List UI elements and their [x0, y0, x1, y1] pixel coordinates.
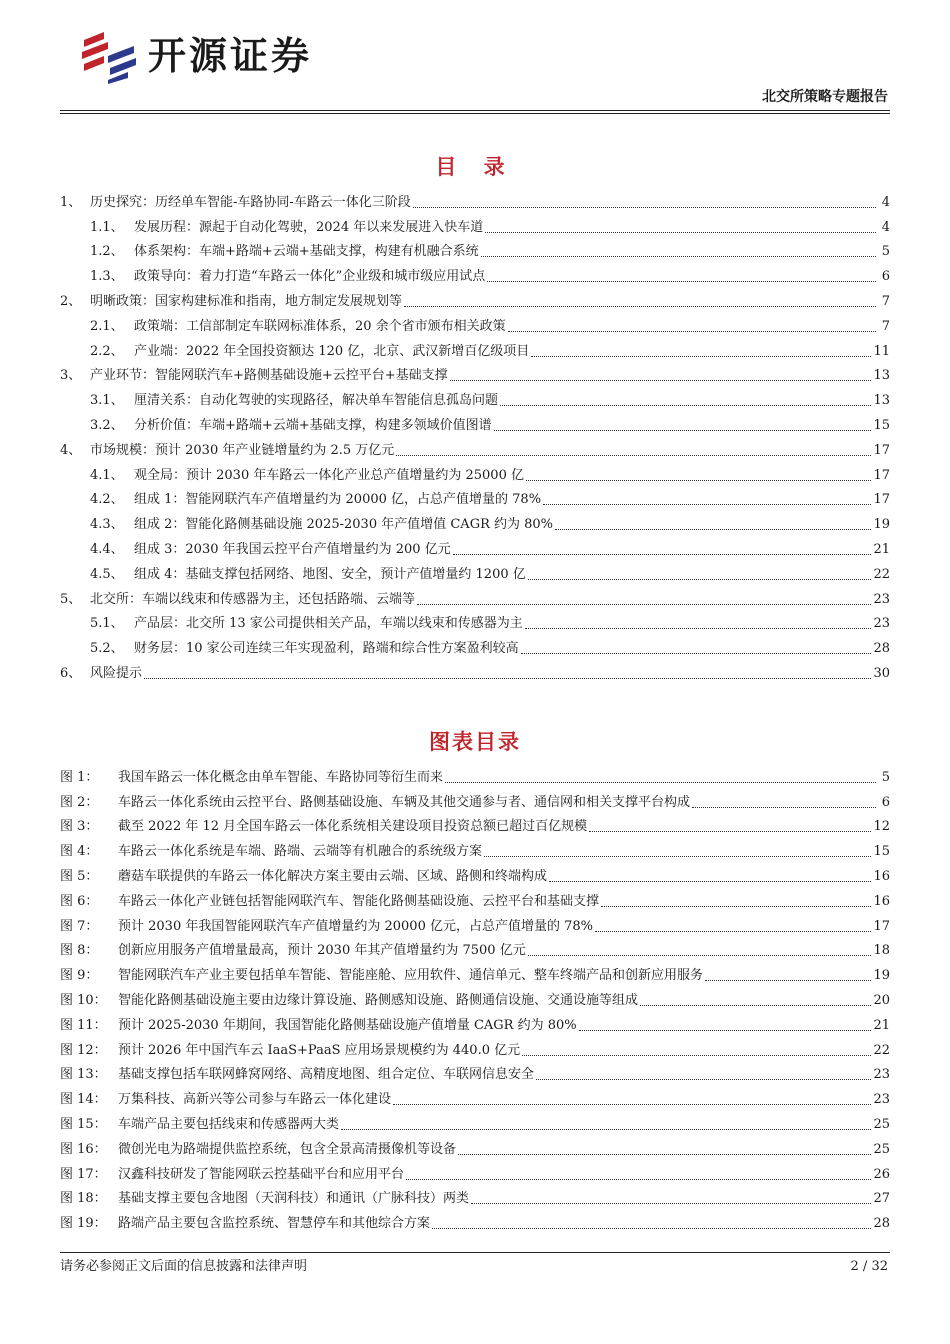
- dot-leader: [471, 1203, 871, 1204]
- dot-leader: [640, 1005, 871, 1006]
- figure-entry[interactable]: [60, 935, 890, 960]
- toc-entry-number: 2、: [60, 293, 82, 309]
- toc-entry-number: 1、: [60, 194, 82, 210]
- figure-entry-title: 我国车路云一体化概念由单车智能、车路协同等衍生而来: [118, 769, 444, 785]
- figure-entry-number: 图 5：: [60, 868, 99, 884]
- toc-entry-title: 组成 4：基础支撑包括网络、地图、安全，预计产值增量约 1200 亿: [134, 566, 526, 582]
- figure-entry-number: 图 2：: [60, 794, 99, 810]
- toc-entry-title: 发展历程：源起于自动化驾驶，2024 年以来发展进入快车道: [134, 219, 484, 235]
- dot-leader: [494, 430, 872, 431]
- figure-entry-page: 21: [873, 1017, 890, 1033]
- figure-entry-page: 22: [873, 1042, 890, 1058]
- toc-entry-number: 4.4、: [90, 541, 124, 557]
- toc-entry-title: 北交所：车端以线束和传感器为主，还包括路端、云端等: [90, 591, 416, 607]
- toc-entry-number: 3、: [60, 368, 82, 384]
- toc-entry-number: 4.5、: [90, 566, 124, 582]
- figure-entry-title: 微创光电为路端提供监控系统，包含全景高清摄像机等设备: [118, 1141, 457, 1157]
- toc-entry-page: 11: [873, 343, 890, 359]
- toc-entry[interactable]: [60, 236, 890, 261]
- toc-entry-page: 13: [873, 393, 890, 409]
- figure-entry[interactable]: [60, 1133, 890, 1158]
- toc-entry-page: 15: [873, 417, 890, 433]
- footer-disclaimer: 请务必参阅正文后面的信息披露和法律声明: [60, 1259, 308, 1274]
- figure-entry[interactable]: [60, 910, 890, 935]
- toc-entry-title: 明晰政策：国家构建标准和指南，地方制定发展规划等: [90, 293, 403, 309]
- dot-leader: [526, 480, 871, 481]
- dot-leader: [525, 628, 872, 629]
- dot-leader: [393, 1104, 871, 1105]
- toc-entry-page: 19: [873, 517, 890, 533]
- header-divider: [60, 110, 890, 111]
- toc-entry-page: 17: [873, 467, 890, 483]
- dot-leader: [458, 1154, 871, 1155]
- figure-entry-title: 车端产品主要包括线束和传感器两大类: [118, 1116, 340, 1132]
- toc-entry-page: 17: [873, 492, 890, 508]
- toc-entry-title: 财务层：10 家公司连续三年实现盈利，路端和综合性方案盈利较高: [134, 641, 519, 657]
- dot-leader: [341, 1129, 871, 1130]
- page-number: 2 / 32: [850, 1259, 888, 1274]
- toc-entry-number: 3.2、: [90, 417, 124, 433]
- toc-entry-title: 产业环节：智能网联汽车+路侧基础设施+云控平台+基础支撑: [90, 368, 448, 384]
- figure-entry-number: 图 19：: [60, 1216, 107, 1232]
- toc-entry-number: 2.2、: [90, 343, 124, 359]
- figure-entry-page: 25: [873, 1116, 890, 1132]
- toc-entry-number: 1.1、: [90, 219, 124, 235]
- dot-leader: [396, 455, 871, 456]
- toc-entry[interactable]: [60, 608, 890, 633]
- toc-entry[interactable]: [60, 335, 890, 360]
- figure-entry-page: 20: [873, 992, 890, 1008]
- dot-leader: [528, 955, 872, 956]
- toc-entry-page: 28: [873, 641, 890, 657]
- toc-entry-page: 4: [881, 194, 890, 210]
- toc-entry-title: 产品层：北交所 13 家公司提供相关产品，车端以线束和传感器为主: [134, 616, 523, 632]
- toc-entry[interactable]: [60, 384, 890, 409]
- dot-leader: [521, 653, 872, 654]
- figure-entry-number: 图 17：: [60, 1166, 107, 1182]
- toc-entry[interactable]: [60, 260, 890, 285]
- figure-entry[interactable]: [60, 1207, 890, 1232]
- figure-entry[interactable]: [60, 1034, 890, 1059]
- figure-entry[interactable]: [60, 1158, 890, 1183]
- figure-entry-title: 万集科技、高新兴等公司参与车路云一体化建设: [118, 1092, 392, 1108]
- figure-entry-title: 车路云一体化系统是车端、路端、云端等有机融合的系统级方案: [118, 844, 483, 860]
- toc-entry-title: 观全局：预计 2030 年车路云一体化产业总产值增量约为 25000 亿: [134, 467, 524, 483]
- toc-entry-number: 1.3、: [90, 269, 124, 285]
- figure-entry-number: 图 13：: [60, 1067, 107, 1083]
- dot-leader: [406, 1179, 871, 1180]
- dot-leader: [601, 906, 871, 907]
- dot-leader: [531, 356, 871, 357]
- toc-entry-number: 4.1、: [90, 467, 124, 483]
- toc-entry[interactable]: [60, 434, 890, 459]
- toc-list: [60, 186, 890, 682]
- figure-entry-page: 23: [873, 1092, 890, 1108]
- figure-entry-page: 5: [881, 769, 890, 785]
- figure-entry-number: 图 10：: [60, 992, 107, 1008]
- figure-entry-number: 图 16：: [60, 1141, 107, 1157]
- dot-leader: [487, 281, 876, 282]
- toc-entry-page: 5: [881, 244, 890, 260]
- figure-entry[interactable]: [60, 786, 890, 811]
- toc-entry-title: 风险提示: [90, 665, 143, 681]
- dot-leader: [450, 380, 872, 381]
- toc-entry-page: 6: [881, 269, 890, 285]
- dot-leader: [144, 678, 871, 679]
- dot-leader: [508, 331, 876, 332]
- toc-entry-number: 1.2、: [90, 244, 124, 260]
- figure-entry[interactable]: [60, 811, 890, 836]
- toc-entry-title: 政策导向：着力打造“车路云一体化”企业级和城市级应用试点: [134, 269, 486, 285]
- toc-entry-page: 7: [881, 318, 890, 334]
- toc-entry[interactable]: [60, 533, 890, 558]
- toc-entry-page: 21: [873, 541, 890, 557]
- figure-entry-title: 智能化路侧基础设施主要由边缘计算设施、路侧感知设施、路侧通信设施、交通设施等组成: [118, 992, 639, 1008]
- figure-entry-page: 27: [873, 1191, 890, 1207]
- toc-entry-number: 3.1、: [90, 393, 124, 409]
- toc-entry[interactable]: [60, 558, 890, 583]
- figure-entry-number: 图 14：: [60, 1092, 107, 1108]
- toc-entry-page: 23: [873, 616, 890, 632]
- toc-entry-number: 2.1、: [90, 318, 124, 334]
- figure-entry-page: 23: [873, 1067, 890, 1083]
- toc-entry-page: 7: [881, 293, 890, 309]
- dot-leader: [522, 1055, 871, 1056]
- figure-entry-page: 12: [873, 819, 890, 835]
- figure-entry-number: 图 8：: [60, 943, 99, 959]
- toc-entry-page: 23: [873, 591, 890, 607]
- figure-entry-number: 图 9：: [60, 968, 99, 984]
- toc-entry[interactable]: [60, 632, 890, 657]
- toc-entry-number: 5、: [60, 591, 82, 607]
- figure-entry-title: 预计 2025-2030 年期间，我国智能化路侧基础设施产值增量 CAGR 约为 80%: [118, 1017, 577, 1033]
- toc-entry[interactable]: [60, 459, 890, 484]
- dot-leader: [705, 980, 871, 981]
- figure-entry-number: 图 3：: [60, 819, 99, 835]
- dot-leader: [543, 504, 871, 505]
- toc-entry[interactable]: [60, 285, 890, 310]
- toc-entry[interactable]: [60, 211, 890, 236]
- figure-entry-title: 汉鑫科技研发了智能网联云控基础平台和应用平台: [118, 1166, 405, 1182]
- brand-name: 开源证券: [148, 34, 313, 78]
- figure-entry-page: 26: [873, 1166, 890, 1182]
- toc-entry-title: 厘清关系：自动化驾驶的实现路径，解决单车智能信息孤岛问题: [134, 393, 499, 409]
- toc-entry-number: 6、: [60, 665, 82, 681]
- report-type-label: 北交所策略专题报告: [762, 89, 888, 105]
- dot-leader: [413, 207, 876, 208]
- figure-entry-page: 28: [873, 1216, 890, 1232]
- dot-leader: [555, 529, 871, 530]
- figure-entry[interactable]: [60, 1108, 890, 1133]
- dot-leader: [453, 554, 872, 555]
- figure-entry-title: 创新应用服务产值增量最高，预计 2030 年其产值增量约为 7500 亿元: [118, 943, 526, 959]
- dot-leader: [579, 1030, 872, 1031]
- toc-entry[interactable]: [60, 360, 890, 385]
- figure-entry-page: 15: [873, 844, 890, 860]
- figure-entry-page: 6: [881, 794, 890, 810]
- dot-leader: [484, 856, 871, 857]
- figure-entry-number: 图 6：: [60, 893, 99, 909]
- toc-entry-page: 22: [873, 566, 890, 582]
- figure-list: [60, 761, 890, 1232]
- toc-entry-title: 体系架构：车端+路端+云端+基础支撑，构建有机融合系统: [134, 244, 479, 260]
- figure-entry[interactable]: [60, 984, 890, 1009]
- toc-entry-title: 产业端：2022 年全国投资额达 120 亿，北京、武汉新增百亿级项目: [134, 343, 530, 359]
- figure-entry[interactable]: [60, 761, 890, 786]
- figure-entry[interactable]: [60, 885, 890, 910]
- figure-entry-number: 图 18：: [60, 1191, 107, 1207]
- footer-divider: [60, 1252, 890, 1253]
- dot-leader: [692, 807, 876, 808]
- toc-entry[interactable]: [60, 310, 890, 335]
- toc-entry-title: 组成 1：智能网联汽车产值增量约为 20000 亿，占总产值增量的 78%: [134, 492, 542, 508]
- dot-leader: [500, 405, 871, 406]
- figure-entry[interactable]: [60, 860, 890, 885]
- figure-entry-page: 19: [873, 968, 890, 984]
- toc-entry-page: 4: [881, 219, 890, 235]
- header-divider-thin: [60, 113, 890, 114]
- figure-entry-number: 图 4：: [60, 844, 99, 860]
- dot-leader: [485, 232, 876, 233]
- toc-entry[interactable]: [60, 186, 890, 211]
- figure-entry[interactable]: [60, 835, 890, 860]
- toc-entry-number: 4.2、: [90, 492, 124, 508]
- figure-entry-page: 16: [873, 893, 890, 909]
- dot-leader: [404, 306, 876, 307]
- dot-leader: [536, 1079, 871, 1080]
- figure-entry-title: 预计 2030 年我国智能网联汽车产值增量约为 20000 亿元，占总产值增量的 78%: [118, 918, 593, 934]
- figure-entry-page: 18: [873, 943, 890, 959]
- toc-entry[interactable]: [60, 657, 890, 682]
- figure-entry-title: 基础支撑主要包含地图（天润科技）和通讯（广脉科技）两类: [118, 1191, 470, 1207]
- toc-entry[interactable]: [60, 484, 890, 509]
- toc-entry-number: 5.2、: [90, 641, 124, 657]
- dot-leader: [549, 881, 871, 882]
- dot-leader: [417, 604, 871, 605]
- toc-entry-title: 市场规模：预计 2030 年产业链增量约为 2.5 万亿元: [90, 442, 395, 458]
- figure-entry-title: 车路云一体化产业链包括智能网联汽车、智能化路侧基础设施、云控平台和基础支撑: [118, 893, 600, 909]
- figure-entry[interactable]: [60, 1083, 890, 1108]
- figure-entry-title: 蘑菇车联提供的车路云一体化解决方案主要由云端、区域、路侧和终端构成: [118, 868, 548, 884]
- dot-leader: [528, 579, 872, 580]
- figure-list-title: 图表目录: [429, 730, 521, 754]
- toc-entry-page: 30: [873, 665, 890, 681]
- toc-entry-title: 历史探究：历经单车智能-车路协同-车路云一体化三阶段: [90, 194, 411, 210]
- figure-entry-title: 截至 2022 年 12 月全国车路云一体化系统相关建设项目投资总额已超过百亿规模: [118, 819, 588, 835]
- figure-entry-number: 图 12：: [60, 1042, 107, 1058]
- figure-entry[interactable]: [60, 959, 890, 984]
- toc-entry[interactable]: [60, 583, 890, 608]
- toc-entry-title: 组成 3：2030 年我国云控平台产值增量约为 200 亿元: [134, 541, 451, 557]
- toc-entry-page: 13: [873, 368, 890, 384]
- figure-entry-number: 图 11：: [60, 1017, 107, 1033]
- figure-entry-title: 基础支撑包括车联网蜂窝网络、高精度地图、组合定位、车联网信息安全: [118, 1067, 535, 1083]
- dot-leader: [445, 782, 876, 783]
- toc-entry-title: 分析价值：车端+路端+云端+基础支撑，构建多领域价值图谱: [134, 417, 492, 433]
- toc-entry-number: 4、: [60, 442, 82, 458]
- figure-entry[interactable]: [60, 1059, 890, 1084]
- toc-entry-page: 17: [873, 442, 890, 458]
- dot-leader: [432, 1228, 871, 1229]
- dot-leader: [481, 256, 876, 257]
- toc-entry-title: 政策端：工信部制定车联网标准体系，20 余个省市颁布相关政策: [134, 318, 506, 334]
- toc-entry-title: 组成 2：智能化路侧基础设施 2025-2030 年产值增值 CAGR 约为 80%: [134, 517, 554, 533]
- toc-entry[interactable]: [60, 508, 890, 533]
- figure-entry-page: 17: [873, 918, 890, 934]
- figure-entry-title: 预计 2026 年中国汽车云 IaaS+PaaS 应用场景规模约为 440.0 亿元: [118, 1042, 521, 1058]
- figure-entry-number: 图 15：: [60, 1116, 107, 1132]
- dot-leader: [595, 931, 871, 932]
- figure-entry-title: 路端产品主要包含监控系统、智慧停车和其他综合方案: [118, 1216, 431, 1232]
- dot-leader: [589, 831, 871, 832]
- toc-entry[interactable]: [60, 409, 890, 434]
- figure-entry[interactable]: [60, 1183, 890, 1208]
- toc-title: 目 录: [435, 155, 515, 179]
- figure-entry-page: 16: [873, 868, 890, 884]
- figure-entry-page: 25: [873, 1141, 890, 1157]
- toc-entry-number: 5.1、: [90, 616, 124, 632]
- toc-entry-number: 4.3、: [90, 517, 124, 533]
- figure-entry-title: 车路云一体化系统由云控平台、路侧基础设施、车辆及其他交通参与者、通信网和相关支撑平台构成: [118, 794, 691, 810]
- figure-entry[interactable]: [60, 1009, 890, 1034]
- figure-entry-number: 图 7：: [60, 918, 99, 934]
- company-logo-icon: [78, 30, 142, 84]
- figure-entry-number: 图 1：: [60, 769, 99, 785]
- figure-entry-title: 智能网联汽车产业主要包括单车智能、智能座舱、应用软件、通信单元、整车终端产品和创新应用服务: [118, 968, 704, 984]
